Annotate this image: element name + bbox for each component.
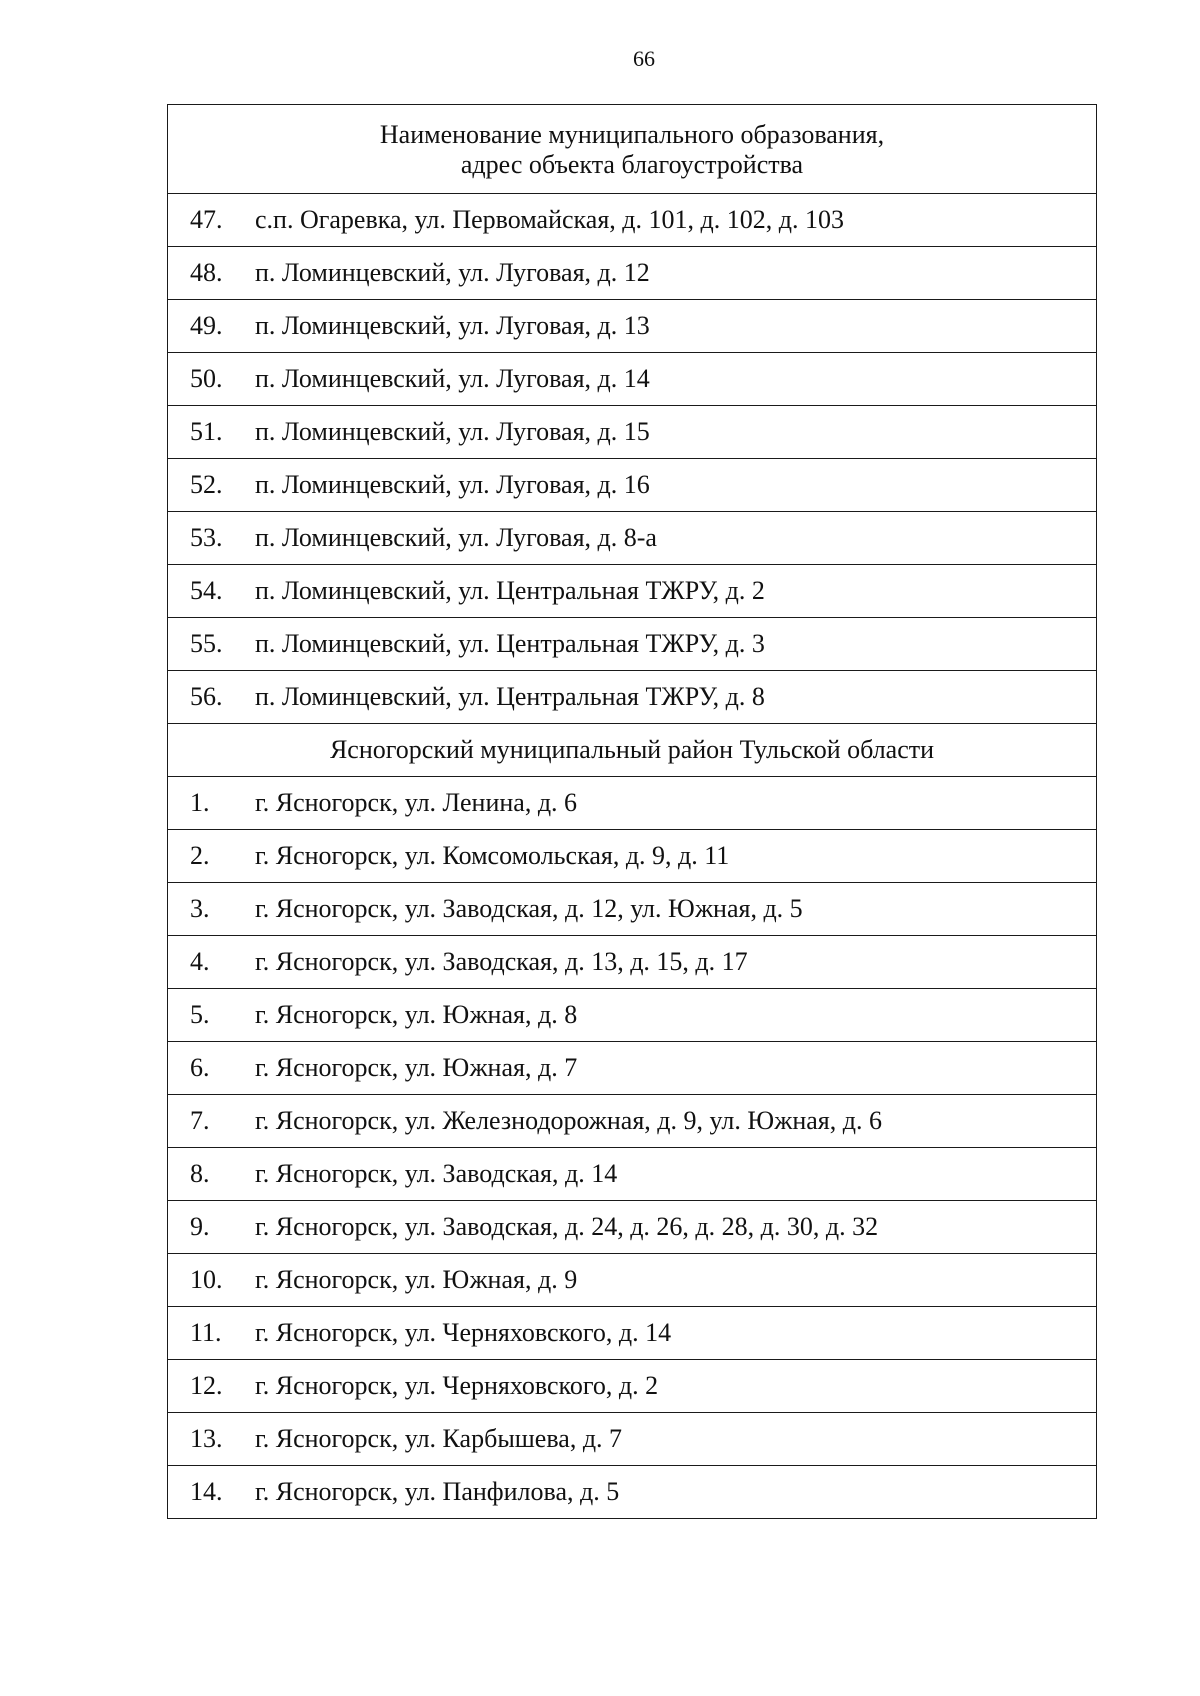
table-cell — [168, 512, 1097, 565]
row-address: г. Ясногорск, ул. Заводская, д. 12, ул. Южная, д. 5 — [255, 894, 803, 923]
row-address: г. Ясногорск, ул. Заводская, д. 24, д. 26, д. 28, д. 30, д. 32 — [255, 1212, 879, 1241]
table-row — [168, 883, 1097, 936]
row-address: п. Ломинцевский, ул. Луговая, д. 14 — [255, 364, 650, 393]
table-row — [168, 830, 1097, 883]
row-number: 52. — [190, 470, 223, 499]
table-row — [168, 618, 1097, 671]
table-row — [168, 1466, 1097, 1519]
table-cell — [168, 1413, 1097, 1466]
table-row — [168, 1413, 1097, 1466]
row-address: п. Ломинцевский, ул. Луговая, д. 8-а — [255, 523, 657, 552]
row-address: г. Ясногорск, ул. Южная, д. 8 — [255, 1000, 578, 1029]
row-number: 55. — [190, 629, 223, 658]
row-address: г. Ясногорск, ул. Комсомольская, д. 9, д. 11 — [255, 841, 730, 870]
row-number: 1. — [190, 788, 210, 817]
table-cell — [168, 618, 1097, 671]
table-cell — [168, 1042, 1097, 1095]
table-row — [168, 459, 1097, 512]
table-row — [168, 1148, 1097, 1201]
row-number: 51. — [190, 417, 223, 446]
row-address: п. Ломинцевский, ул. Центральная ТЖРУ, д. 8 — [255, 682, 765, 711]
table-cell — [168, 1201, 1097, 1254]
row-number: 54. — [190, 576, 223, 605]
row-address: п. Ломинцевский, ул. Центральная ТЖРУ, д. 2 — [255, 576, 765, 605]
table-header-cell — [168, 105, 1097, 194]
row-address: г. Ясногорск, ул. Панфилова, д. 5 — [255, 1477, 620, 1506]
table-row — [168, 247, 1097, 300]
table-header-row — [168, 105, 1097, 194]
row-number: 12. — [190, 1371, 223, 1400]
table-cell — [168, 830, 1097, 883]
row-address: г. Ясногорск, ул. Ленина, д. 6 — [255, 788, 578, 817]
table-row — [168, 300, 1097, 353]
header-line-1: Наименование муниципального образования, — [379, 120, 885, 149]
table-row — [168, 1201, 1097, 1254]
table-cell — [168, 936, 1097, 989]
row-number: 7. — [190, 1106, 210, 1135]
table-row — [168, 194, 1097, 247]
table-row — [168, 671, 1097, 724]
row-address: п. Ломинцевский, ул. Луговая, д. 13 — [255, 311, 650, 340]
row-address: г. Ясногорск, ул. Железнодорожная, д. 9, ул. Южная, д. 6 — [255, 1106, 882, 1135]
table-cell — [168, 565, 1097, 618]
improvement-objects-table — [167, 104, 1097, 1519]
row-number: 5. — [190, 1000, 210, 1029]
table-cell — [168, 1307, 1097, 1360]
row-address: п. Ломинцевский, ул. Луговая, д. 12 — [255, 258, 650, 287]
table-row — [168, 565, 1097, 618]
row-address: п. Ломинцевский, ул. Центральная ТЖРУ, д. 3 — [255, 629, 765, 658]
row-address: п. Ломинцевский, ул. Луговая, д. 15 — [255, 417, 650, 446]
table-cell — [168, 671, 1097, 724]
row-address: г. Ясногорск, ул. Заводская, д. 13, д. 15, д. 17 — [255, 947, 748, 976]
row-address: с.п. Огаревка, ул. Первомайская, д. 101, д. 102, д. 103 — [255, 205, 844, 234]
row-address: г. Ясногорск, ул. Южная, д. 9 — [255, 1265, 578, 1294]
section-heading: Ясногорский муниципальный район Тульской области — [168, 724, 1097, 777]
row-number: 8. — [190, 1159, 210, 1188]
row-number: 50. — [190, 364, 223, 393]
row-number: 49. — [190, 311, 223, 340]
table-row — [168, 406, 1097, 459]
row-number: 47. — [190, 205, 223, 234]
table-row — [168, 1307, 1097, 1360]
table-cell — [168, 989, 1097, 1042]
table-row — [168, 989, 1097, 1042]
table-row — [168, 512, 1097, 565]
header-line-2: адрес объекта благоустройства — [460, 150, 804, 179]
row-number: 10. — [190, 1265, 223, 1294]
row-address: г. Ясногорск, ул. Черняховского, д. 14 — [255, 1318, 672, 1347]
page-number: 66 — [633, 46, 655, 71]
table-cell — [168, 194, 1097, 247]
row-number: 14. — [190, 1477, 223, 1506]
row-number: 9. — [190, 1212, 210, 1241]
table-cell — [168, 1148, 1097, 1201]
table-cell — [168, 777, 1097, 830]
table-row — [168, 936, 1097, 989]
row-number: 2. — [190, 841, 210, 870]
table-cell — [168, 300, 1097, 353]
table-row — [168, 1254, 1097, 1307]
row-number: 13. — [190, 1424, 223, 1453]
section-heading-row — [168, 724, 1097, 777]
table-cell — [168, 883, 1097, 936]
table-cell — [168, 1360, 1097, 1413]
table-row — [168, 1042, 1097, 1095]
row-number: 56. — [190, 682, 223, 711]
table-row — [168, 353, 1097, 406]
table-cell — [168, 1095, 1097, 1148]
row-address: г. Ясногорск, ул. Южная, д. 7 — [255, 1053, 578, 1082]
table-cell — [168, 1254, 1097, 1307]
row-number: 48. — [190, 258, 223, 287]
table-row — [168, 1095, 1097, 1148]
row-address: г. Ясногорск, ул. Заводская, д. 14 — [255, 1159, 618, 1188]
table-cell — [168, 459, 1097, 512]
row-number: 3. — [190, 894, 210, 923]
row-address: г. Ясногорск, ул. Черняховского, д. 2 — [255, 1371, 659, 1400]
row-number: 4. — [190, 947, 210, 976]
row-number: 11. — [190, 1318, 222, 1347]
row-address: п. Ломинцевский, ул. Луговая, д. 16 — [255, 470, 650, 499]
row-number: 6. — [190, 1053, 210, 1082]
row-number: 53. — [190, 523, 223, 552]
table-cell — [168, 406, 1097, 459]
table-cell — [168, 247, 1097, 300]
table-cell — [168, 1466, 1097, 1519]
table-row — [168, 777, 1097, 830]
table-cell — [168, 353, 1097, 406]
row-address: г. Ясногорск, ул. Карбышева, д. 7 — [255, 1424, 623, 1453]
table-row — [168, 1360, 1097, 1413]
